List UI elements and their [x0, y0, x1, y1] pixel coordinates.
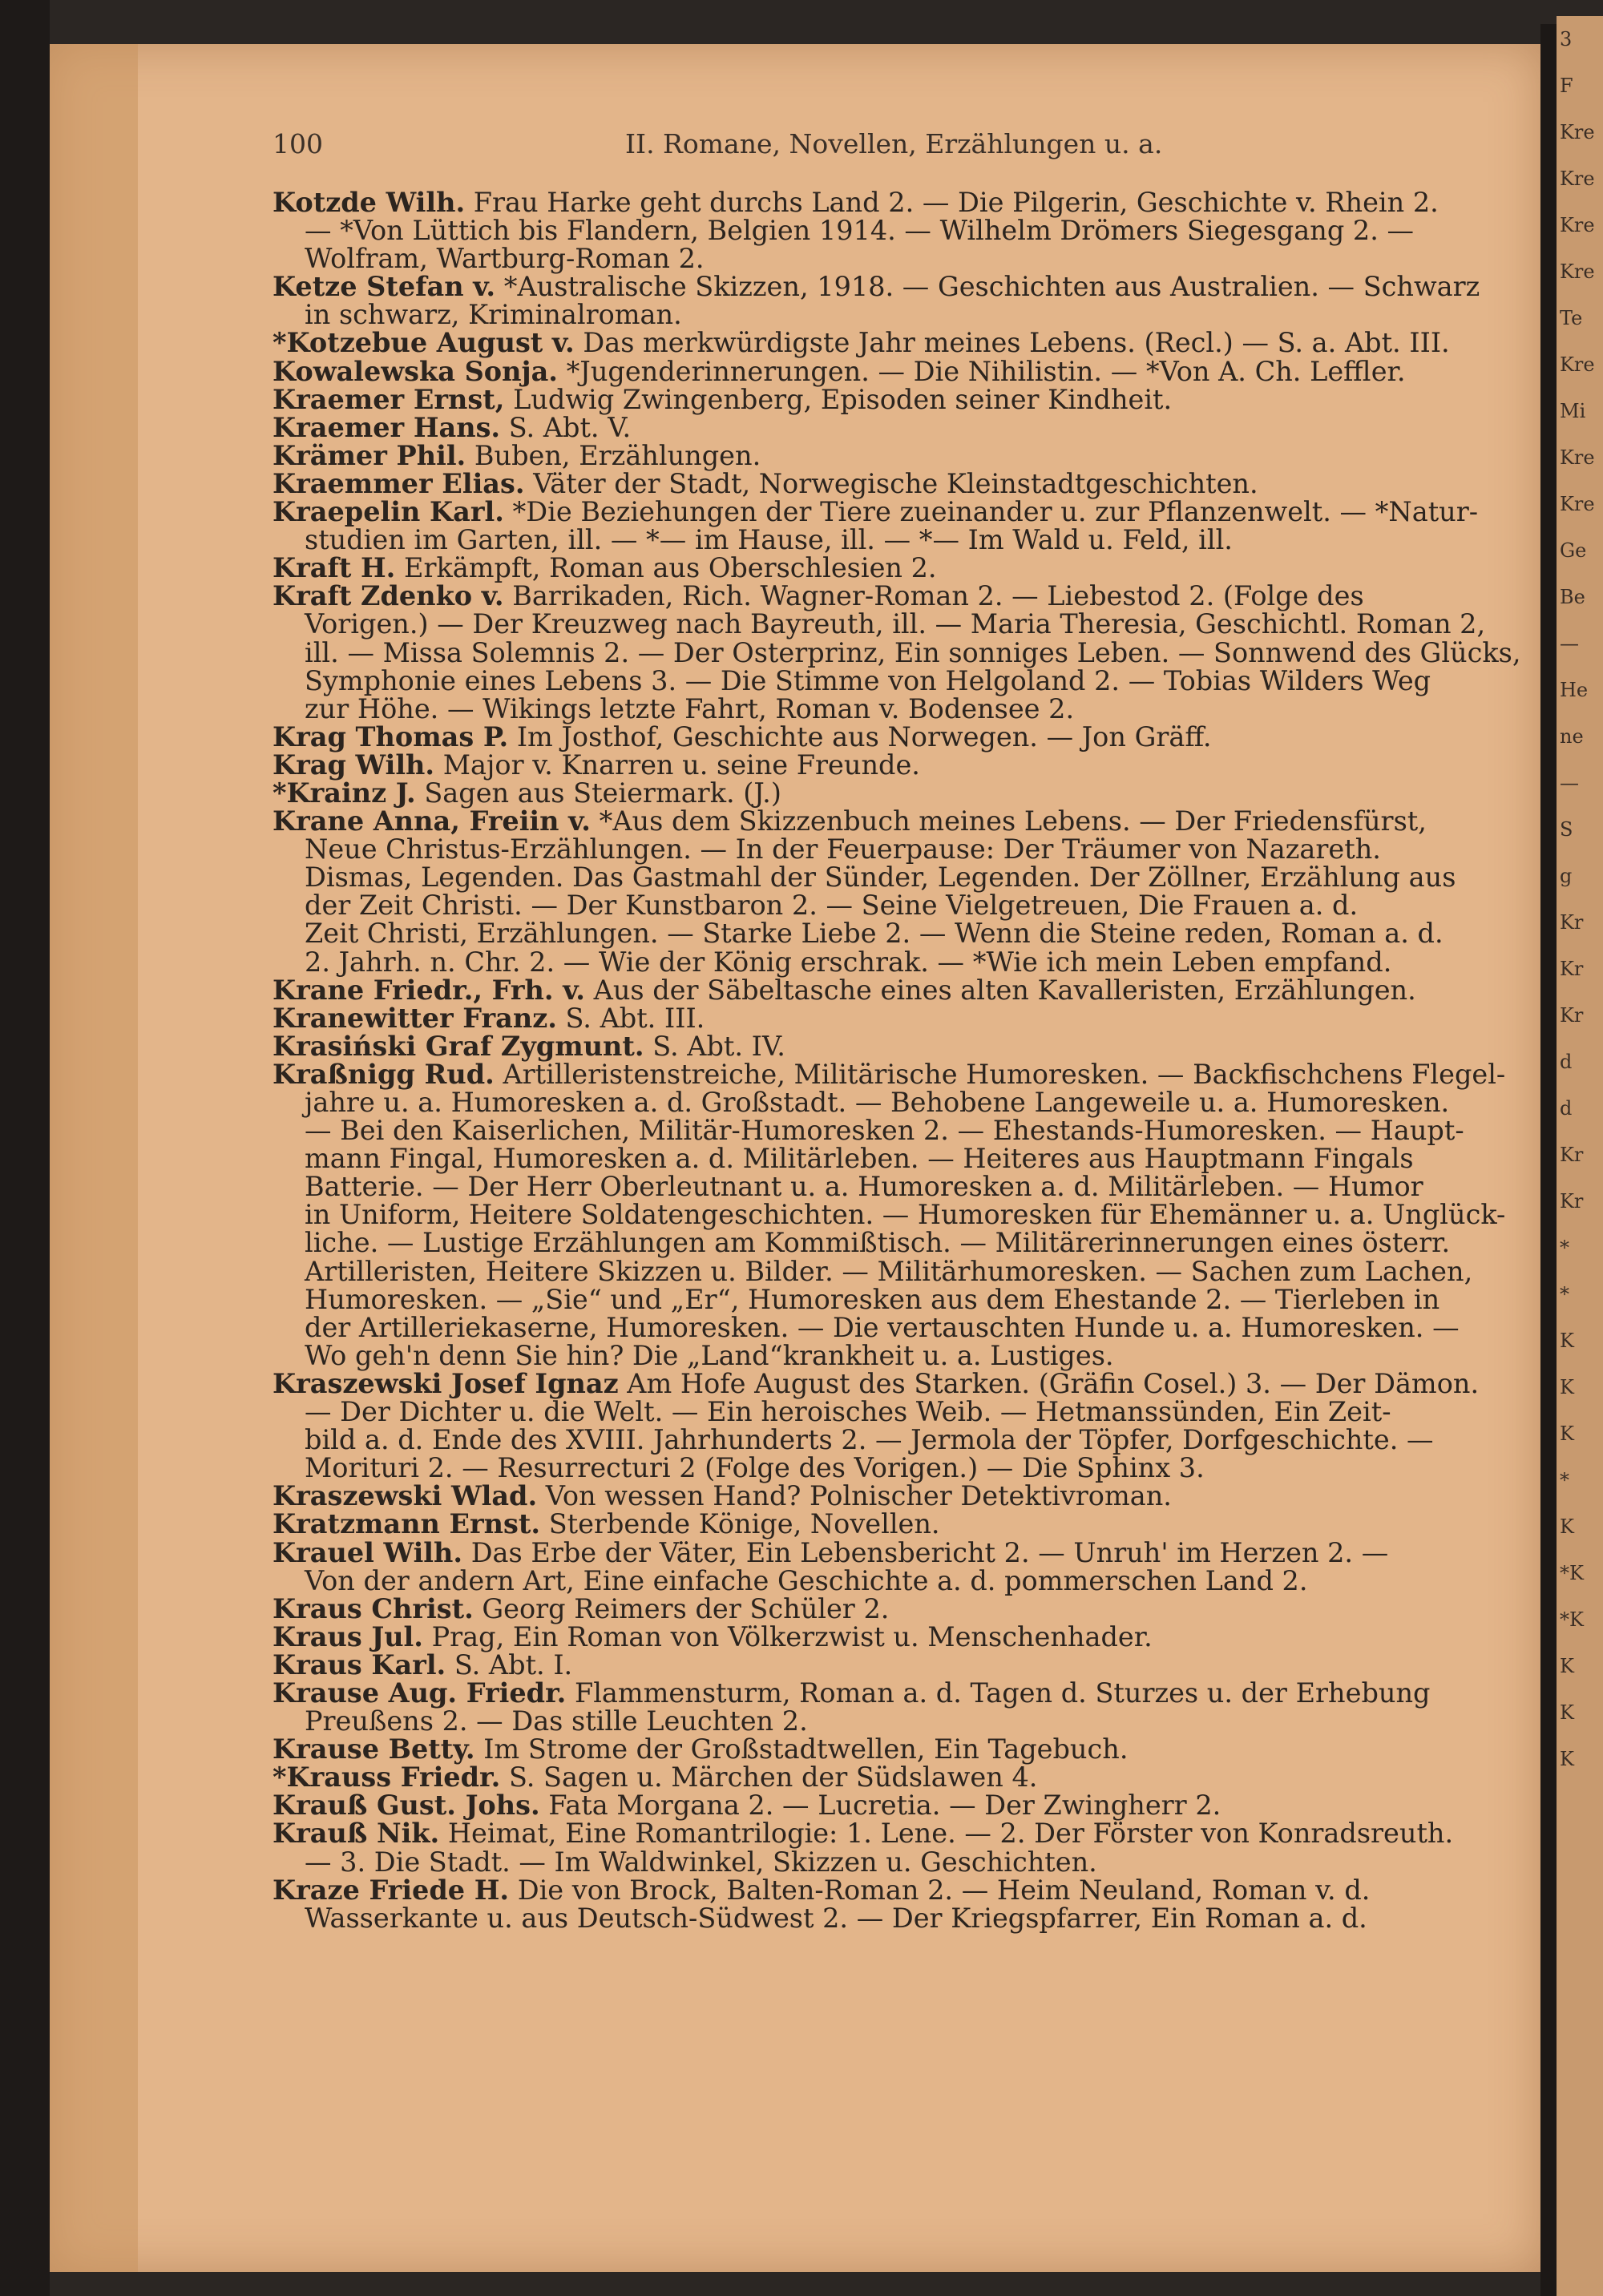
entry-continuation: Vorigen.) — Der Kreuzweg nach Bayreuth, ill. — Maria Theresia, Geschichtl. Roman 2,	[305, 608, 1486, 640]
entry-line	[273, 1818, 1523, 1850]
entry-continuation: Wo geh'n denn Sie hin? Die „Land“krankheit u. a. Lustiges.	[305, 1339, 1114, 1371]
facing-page-fragment: Kr	[1560, 958, 1584, 980]
facing-page-fragment: Be	[1560, 586, 1585, 608]
entry-continuation: der Zeit Christi. — Der Kunstbaron 2. — Seine Vielgetreuen, Die Frauen a. d.	[305, 890, 1359, 922]
entry-continuation: Von der andern Art, Eine einfache Geschichte a. d. pommerschen Land 2.	[305, 1564, 1308, 1596]
entry-line	[273, 272, 1523, 301]
entry-line	[273, 1510, 1523, 1538]
entry-text: Frau Harke geht durchs Land 2. — Die Pilgerin, Geschichte v. Rhein 2.	[473, 187, 1439, 218]
entry-text: Buben, Erzählungen.	[474, 439, 761, 471]
entry-author: Kraszewski Wlad.	[273, 1480, 538, 1512]
entry-text: Im Strome der Großstadtwellen, Ein Tagebuch.	[483, 1733, 1129, 1765]
entry-continuation: — 3. Die Stadt. — Im Waldwinkel, Skizzen u. Geschichten.	[305, 1846, 1097, 1878]
entry-text: S. Abt. I.	[454, 1648, 573, 1681]
entry-text: Georg Reimers der Schüler 2.	[482, 1592, 890, 1624]
entry-author: *Kotzebue August v.	[273, 327, 575, 359]
entry-author: Kraft Zdenko v.	[273, 580, 504, 612]
entry-author: Kraft H.	[273, 552, 396, 584]
entry-line	[273, 1735, 1523, 1763]
facing-page-fragment: K	[1560, 1748, 1574, 1770]
entry-author: Kraepelin Karl.	[273, 496, 504, 528]
facing-page-fragment: Kre	[1560, 167, 1595, 190]
entry-text: S. Abt. V.	[508, 411, 632, 443]
page-edge-shadow	[50, 44, 138, 2272]
page-header	[273, 128, 1475, 168]
entry-line	[273, 1592, 1523, 1624]
entry-text: *Australische Skizzen, 1918. — Geschichten aus Australien. — Schwarz	[503, 271, 1480, 303]
entry-line	[273, 1790, 1523, 1822]
entry-text: *Jugenderinnerungen. — Die Nihilistin. — *Von A. Ch. Leffler.	[566, 355, 1406, 387]
entry-author: Krane Anna, Freiin v.	[273, 805, 591, 837]
entry-continuation: Preußens 2. — Das stille Leuchten 2.	[305, 1705, 808, 1737]
entry-line	[273, 1620, 1523, 1652]
entry-line	[273, 498, 1523, 526]
entry-continuation: Artilleristen, Heitere Skizzen u. Bilder. — Militärhumoresken. — Sachen zum Lachen,	[305, 1255, 1473, 1287]
facing-page-fragment: Te	[1560, 307, 1583, 329]
entry-continuation: Morituri 2. — Resurrecturi 2 (Folge des Vorigen.) — Die Sphinx 3.	[305, 1452, 1205, 1484]
entry-author: *Krainz J.	[273, 777, 416, 809]
entry-line	[273, 357, 1523, 385]
entry-line	[273, 976, 1523, 1004]
entry-author: Krane Friedr., Frh. v.	[273, 974, 585, 1006]
entry-author: Kraus Jul.	[273, 1620, 423, 1652]
facing-page-fragment: K	[1560, 1515, 1574, 1538]
entry-continuation: — Der Dichter u. die Welt. — Ein heroisches Weib. — Hetmanssünden, Ein Zeit-	[305, 1396, 1391, 1428]
entry-text: Barrikaden, Rich. Wagner-Roman 2. — Liebestod 2. (Folge des	[512, 580, 1364, 612]
facing-page-fragment: K	[1560, 1422, 1574, 1445]
book-binding	[0, 0, 50, 2296]
facing-page-fragment: Kre	[1560, 353, 1595, 376]
entry-author: Kraus Karl.	[273, 1648, 446, 1681]
entry-author: Krause Betty.	[273, 1733, 475, 1765]
page-number: 100	[273, 128, 323, 159]
entry-text: Das merkwürdigste Jahr meines Lebens. (Recl.) — S. a. Abt. III.	[583, 327, 1450, 359]
bibliography-entries	[273, 188, 1523, 1932]
facing-page-fragment: K	[1560, 1376, 1574, 1398]
entry-continuation: mann Fingal, Humoresken a. d. Militärleben. — Heiteres aus Hauptmann Fingals	[305, 1143, 1414, 1175]
entry-text: Sterbende Könige, Novellen.	[548, 1508, 940, 1540]
facing-page-fragment: Ge	[1560, 539, 1587, 562]
entry-line	[273, 1004, 1523, 1032]
entry-line	[273, 411, 1523, 443]
entry-continuation: Symphonie eines Lebens 3. — Die Stimme von Helgoland 2. — Tobias Wilders Weg	[305, 664, 1431, 696]
entry-author: Kowalewska Sonja.	[273, 355, 558, 387]
entry-text: S. Sagen u. Märchen der Südslawen 4.	[508, 1761, 1038, 1794]
entry-continuation: liche. — Lustige Erzählungen am Kommißtisch. — Militärerinnerungen eines österr.	[305, 1227, 1451, 1259]
entry-text: *Aus dem Skizzenbuch meines Lebens. — Der Friedensfürst,	[599, 805, 1427, 837]
entry-author: Kratzmann Ernst.	[273, 1508, 541, 1540]
entry-text: Aus der Säbeltasche eines alten Kavalleristen, Erzählungen.	[593, 974, 1416, 1006]
facing-page-fragment: Kr	[1560, 1004, 1584, 1027]
facing-page-fragment: Kr	[1560, 1190, 1584, 1213]
entry-author: Krause Aug. Friedr.	[273, 1677, 567, 1709]
entry-line	[273, 1060, 1523, 1088]
entry-author: *Krauss Friedr.	[273, 1761, 501, 1794]
entry-continuation: Zeit Christi, Erzählungen. — Starke Liebe 2. — Wenn die Steine reden, Roman a. d.	[305, 918, 1444, 950]
entry-line	[273, 1648, 1523, 1681]
entry-continuation: — Bei den Kaiserlichen, Militär-Humoresken 2. — Ehestands-Humoresken. — Haupt-	[305, 1115, 1464, 1147]
entry-author: Krauß Nik.	[273, 1818, 440, 1850]
facing-page-fragment: K	[1560, 1655, 1574, 1677]
entry-continuation: Wolfram, Wartburg-Roman 2.	[305, 243, 705, 275]
entry-line	[273, 779, 1523, 807]
entry-line	[273, 188, 1523, 216]
entry-text: Die von Brock, Balten-Roman 2. — Heim Neuland, Roman v. d.	[517, 1874, 1371, 1906]
entry-author: Kraze Friede H.	[273, 1874, 510, 1906]
entry-text: Artilleristenstreiche, Militärische Humoresken. — Backfischchens Flegel-	[503, 1058, 1506, 1090]
facing-page-fragment: He	[1560, 679, 1589, 701]
entry-author: Krasiński Graf Zygmunt.	[273, 1030, 644, 1062]
entry-author: Kraus Christ.	[273, 1592, 474, 1624]
entry-line	[273, 439, 1523, 471]
entry-line	[273, 1536, 1523, 1568]
entry-continuation: zur Höhe. — Wikings letzte Fahrt, Roman v. Bodensee 2.	[305, 692, 1075, 724]
facing-page-fragment: F	[1560, 75, 1573, 97]
entry-text: *Die Beziehungen der Tiere zueinander u. zur Pflanzenwelt. — *Natur-	[512, 496, 1479, 528]
entry-author: Kotzde Wilh.	[273, 187, 466, 218]
entry-author: Krag Wilh.	[273, 749, 435, 781]
facing-page-fragment: *	[1560, 1237, 1569, 1259]
entry-continuation: der Artilleriekaserne, Humoresken. — Die vertauschten Hunde u. a. Humoresken. —	[305, 1311, 1460, 1343]
entry-continuation: — *Von Lüttich bis Flandern, Belgien 1914. — Wilhelm Drömers Siegesgang 2. —	[305, 215, 1415, 247]
entry-continuation: studien im Garten, ill. — *— im Hause, ill. — *— Im Wald u. Feld, ill.	[305, 524, 1233, 556]
entry-author: Kranewitter Franz.	[273, 1002, 557, 1034]
entry-author: Krauß Gust. Johs.	[273, 1790, 540, 1822]
book-gutter	[1540, 24, 1557, 2296]
entry-text: S. Abt. III.	[565, 1002, 705, 1034]
facing-page-fragment: 3	[1560, 28, 1573, 50]
entry-author: Kraemer Ernst,	[273, 383, 505, 415]
entry-line	[273, 751, 1523, 779]
entry-line	[273, 807, 1523, 835]
entry-continuation: in Uniform, Heitere Soldatengeschichten. — Humoresken für Ehemänner u. a. Unglück-	[305, 1199, 1506, 1231]
facing-page-fragment: g	[1560, 865, 1573, 887]
facing-page-fragment: *	[1560, 1283, 1569, 1305]
entry-text: Sagen aus Steiermark. (J.)	[424, 777, 781, 809]
facing-page-fragment: K	[1560, 1330, 1574, 1352]
entry-text: Im Josthof, Geschichte aus Norwegen. — Jon Gräff.	[516, 720, 1212, 753]
entry-line	[273, 329, 1523, 357]
facing-page-fragment: Kr	[1560, 911, 1584, 934]
entry-author: Ketze Stefan v.	[273, 271, 496, 303]
facing-page-fragment: Kre	[1560, 214, 1595, 236]
entry-text: Fata Morgana 2. — Lucretia. — Der Zwingherr 2.	[548, 1790, 1221, 1822]
entry-author: Kraszewski Josef Ignaz	[273, 1367, 619, 1399]
entry-line	[273, 1032, 1523, 1060]
entry-line	[273, 1679, 1523, 1707]
entry-text: Prag, Ein Roman von Völkerzwist u. Menschenhader.	[431, 1620, 1153, 1652]
entry-continuation: Dismas, Legenden. Das Gastmahl der Sünder, Legenden. Der Zöllner, Erzählung aus	[305, 862, 1456, 894]
facing-page-fragment: *	[1560, 1469, 1569, 1491]
facing-page-fragment: *K	[1560, 1608, 1584, 1631]
facing-page-fragment: Kre	[1560, 260, 1595, 283]
entry-text: Flammensturm, Roman a. d. Tagen d. Sturzes u. der Erhebung	[574, 1677, 1431, 1709]
entry-line	[273, 582, 1523, 610]
entry-line	[273, 1482, 1523, 1510]
entry-continuation: jahre u. a. Humoresken a. d. Großstadt. — Behobene Langeweile u. a. Humoresken.	[305, 1087, 1450, 1118]
entry-line	[273, 554, 1523, 582]
entry-text: Am Hofe August des Starken. (Gräfin Cosel.) 3. — Der Dämon.	[627, 1367, 1480, 1399]
facing-page-fragment: d	[1560, 1097, 1573, 1120]
facing-page-fragment: Kre	[1560, 493, 1595, 515]
facing-page-fragment: ne	[1560, 725, 1584, 748]
entry-continuation: Humoresken. — „Sie“ und „Er“, Humoresken aus dem Ehestande 2. — Tierleben in	[305, 1283, 1440, 1315]
entry-line	[273, 1761, 1523, 1794]
facing-page-fragment: *K	[1560, 1562, 1584, 1584]
running-head: II. Romane, Novellen, Erzählungen u. a.	[625, 128, 1163, 159]
facing-page-fragment: —	[1560, 772, 1579, 794]
facing-page-fragment: Kre	[1560, 121, 1595, 143]
entry-author: Kraemer Hans.	[273, 411, 501, 443]
entry-line	[273, 720, 1523, 753]
facing-page-fragment: S	[1560, 818, 1573, 841]
entry-text: Das Erbe der Väter, Ein Lebensbericht 2. — Unruh' im Herzen 2. —	[470, 1536, 1389, 1568]
entry-author: Krag Thomas P.	[273, 720, 509, 753]
entry-continuation: ill. — Missa Solemnis 2. — Der Osterprinz, Ein sonniges Leben. — Sonnwend des Glücks,	[305, 636, 1521, 668]
entry-text: Von wessen Hand? Polnischer Detektivroman.	[545, 1480, 1172, 1512]
entry-line	[273, 1876, 1523, 1904]
facing-page-fragment: d	[1560, 1051, 1573, 1073]
entry-line	[273, 385, 1523, 414]
facing-page-fragment: Mi	[1560, 400, 1586, 422]
entry-continuation: Wasserkante u. aus Deutsch-Südwest 2. — Der Kriegspfarrer, Ein Roman a. d.	[305, 1902, 1367, 1934]
facing-page-fragment: —	[1560, 632, 1579, 655]
entry-text: Heimat, Eine Romantrilogie: 1. Lene. — 2. Der Förster von Konradsreuth.	[447, 1818, 1454, 1850]
entry-continuation: 2. Jahrh. n. Chr. 2. — Wie der König erschrak. — *Wie ich mein Leben empfand.	[305, 946, 1392, 978]
entry-author: Kraßnigg Rud.	[273, 1058, 495, 1090]
facing-page-fragment: Kr	[1560, 1144, 1584, 1166]
entry-author: Krämer Phil.	[273, 439, 466, 471]
facing-page-edge	[1557, 16, 1603, 2296]
entry-line	[273, 467, 1523, 499]
entry-text: Väter der Stadt, Norwegische Kleinstadtgeschichten.	[533, 467, 1258, 499]
entry-continuation: in schwarz, Kriminalroman.	[305, 299, 682, 331]
entry-continuation: Batterie. — Der Herr Oberleutnant u. a. Humoresken a. d. Militärleben. — Humor	[305, 1171, 1423, 1203]
entry-continuation: Neue Christus-Erzählungen. — In der Feuerpause: Der Träumer von Nazareth.	[305, 833, 1381, 866]
entry-text: Major v. Knarren u. seine Freunde.	[442, 749, 920, 781]
entry-author: Kraemmer Elias.	[273, 467, 525, 499]
facing-page-fragment: K	[1560, 1701, 1574, 1724]
entry-text: S. Abt. IV.	[652, 1030, 785, 1062]
entry-continuation: bild a. d. Ende des XVIII. Jahrhunderts 2. — Jermola der Töpfer, Dorfgeschichte. —	[305, 1424, 1434, 1456]
facing-page-fragment: Kre	[1560, 446, 1595, 469]
entry-author: Krauel Wilh.	[273, 1536, 463, 1568]
entry-text: Erkämpft, Roman aus Oberschlesien 2.	[404, 552, 937, 584]
entry-line	[273, 1367, 1523, 1399]
entry-text: Ludwig Zwingenberg, Episoden seiner Kindheit.	[513, 383, 1173, 415]
